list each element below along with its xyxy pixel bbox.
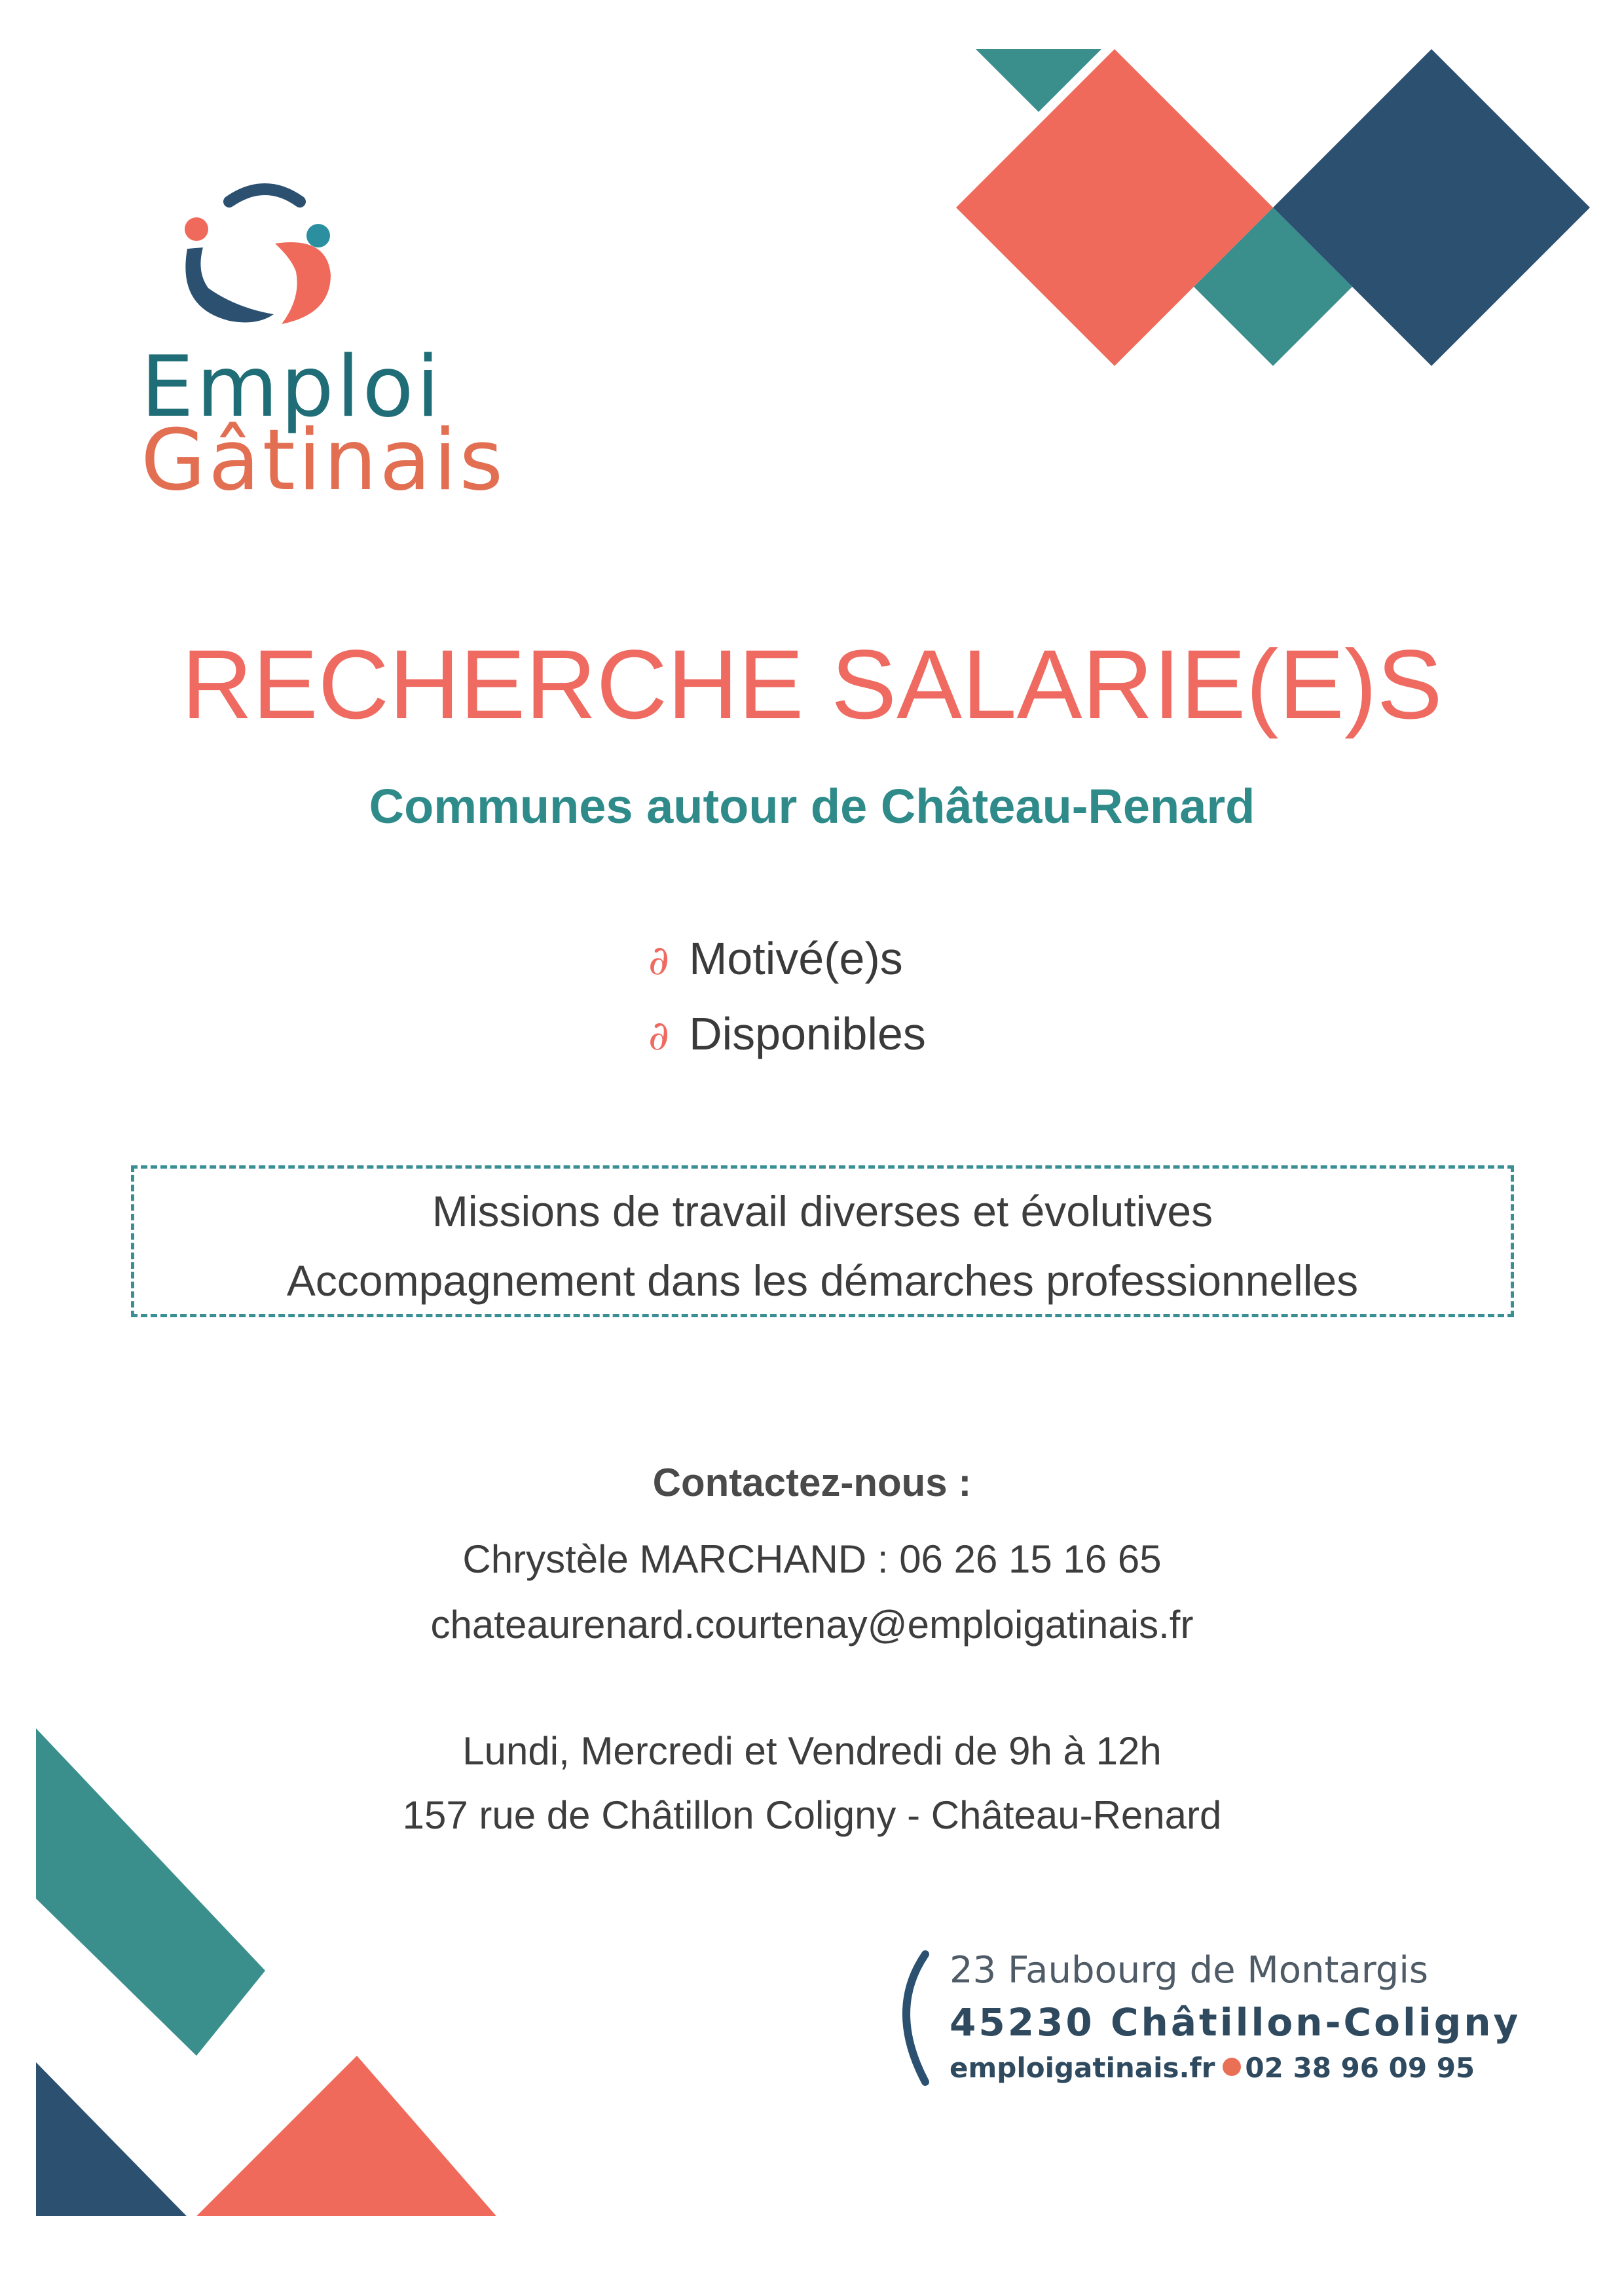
bullet-icon: ∂ [648, 1011, 670, 1059]
logo-emploi: Emploi [141, 338, 443, 436]
support-line: Accompagnement dans les démarches professionnelles [286, 1256, 1359, 1305]
page-subtitle: Communes autour de Château-Renard [369, 779, 1255, 833]
list-item [648, 997, 926, 1072]
list-item-label: Disponibles [689, 1008, 926, 1059]
logo-gatinais: Gâtinais [141, 412, 506, 509]
office-address: 157 rue de Châtillon Coligny - Château-Renard [402, 1793, 1222, 1837]
footer-bracket-icon [906, 1954, 925, 2082]
dot-icon [1223, 2058, 1241, 2076]
teal-band [36, 1728, 265, 2056]
list-item-label: Motivé(e)s [689, 933, 903, 984]
missions-line: Missions de travail diverses et évolutives [432, 1187, 1213, 1235]
footer-website[interactable]: emploigatinais.fr [950, 2052, 1215, 2084]
contact-person: Chrystèle MARCHAND : 06 26 15 16 65 [462, 1537, 1162, 1581]
opening-hours: Lundi, Mercredi et Vendredi de 9h à 12h [462, 1729, 1162, 1773]
navy-triangle-bottom [36, 2062, 187, 2216]
coral-triangle-bottom [196, 2056, 496, 2216]
footer-city: 45230 Châtillon-Coligny [950, 2000, 1521, 2045]
missions-box [131, 1165, 1514, 1317]
logo-mark-icon [185, 189, 331, 324]
bullet-icon: ∂ [648, 936, 670, 984]
qualities-list [648, 922, 926, 1072]
page-title: RECHERCHE SALARIE(E)S [181, 629, 1443, 739]
list-item [648, 922, 926, 997]
footer-web-phone [950, 2054, 1475, 2082]
footer-phone: 02 38 96 09 95 [1245, 2052, 1475, 2084]
contact-email[interactable]: chateaurenard.courtenay@emploigatinais.fr [430, 1603, 1194, 1647]
contact-heading: Contactez-nous : [652, 1461, 972, 1504]
footer-street: 23 Faubourg de Montargis [950, 1949, 1429, 1992]
